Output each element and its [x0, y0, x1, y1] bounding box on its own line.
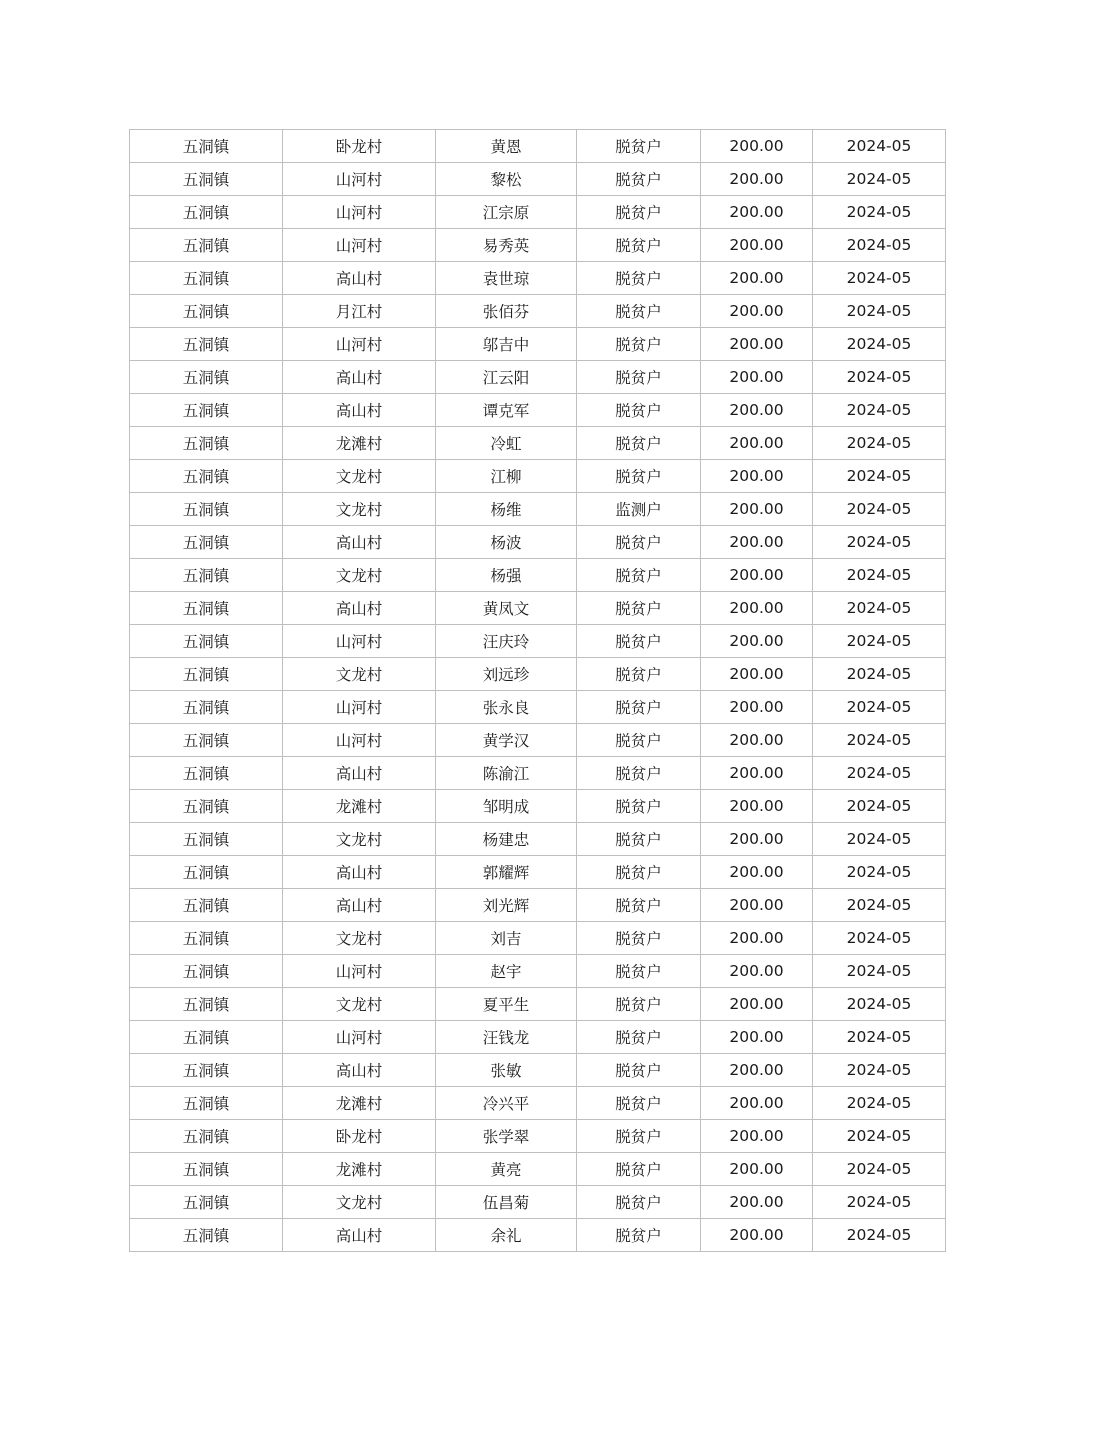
month-cell: 2024-05 — [813, 856, 946, 889]
name-cell: 刘远珍 — [436, 658, 577, 691]
month-cell: 2024-05 — [813, 955, 946, 988]
amount-cell: 200.00 — [701, 493, 813, 526]
name-cell: 刘光辉 — [436, 889, 577, 922]
village-cell: 文龙村 — [283, 1186, 436, 1219]
village-cell: 山河村 — [283, 625, 436, 658]
amount-cell: 200.00 — [701, 955, 813, 988]
table-row — [130, 1120, 946, 1153]
table-row — [130, 856, 946, 889]
month-cell: 2024-05 — [813, 1186, 946, 1219]
household-type-cell: 脱贫户 — [577, 295, 701, 328]
town-cell: 五洞镇 — [130, 394, 283, 427]
table-row — [130, 493, 946, 526]
village-cell: 月江村 — [283, 295, 436, 328]
village-cell: 山河村 — [283, 328, 436, 361]
month-cell: 2024-05 — [813, 394, 946, 427]
household-type-cell: 脱贫户 — [577, 1087, 701, 1120]
household-type-cell: 脱贫户 — [577, 955, 701, 988]
household-type-cell: 脱贫户 — [577, 988, 701, 1021]
village-cell: 文龙村 — [283, 823, 436, 856]
town-cell: 五洞镇 — [130, 295, 283, 328]
village-cell: 高山村 — [283, 361, 436, 394]
month-cell: 2024-05 — [813, 559, 946, 592]
table-row — [130, 1087, 946, 1120]
village-cell: 高山村 — [283, 757, 436, 790]
household-type-cell: 脱贫户 — [577, 1186, 701, 1219]
table-row — [130, 988, 946, 1021]
town-cell: 五洞镇 — [130, 427, 283, 460]
amount-cell: 200.00 — [701, 262, 813, 295]
village-cell: 文龙村 — [283, 922, 436, 955]
month-cell: 2024-05 — [813, 790, 946, 823]
name-cell: 郭耀辉 — [436, 856, 577, 889]
village-cell: 高山村 — [283, 1054, 436, 1087]
month-cell: 2024-05 — [813, 823, 946, 856]
village-cell: 高山村 — [283, 889, 436, 922]
month-cell: 2024-05 — [813, 163, 946, 196]
town-cell: 五洞镇 — [130, 1021, 283, 1054]
month-cell: 2024-05 — [813, 988, 946, 1021]
household-type-cell: 脱贫户 — [577, 130, 701, 163]
table-row — [130, 262, 946, 295]
town-cell: 五洞镇 — [130, 856, 283, 889]
household-type-cell: 脱贫户 — [577, 790, 701, 823]
amount-cell: 200.00 — [701, 163, 813, 196]
town-cell: 五洞镇 — [130, 1087, 283, 1120]
month-cell: 2024-05 — [813, 493, 946, 526]
amount-cell: 200.00 — [701, 1054, 813, 1087]
amount-cell: 200.00 — [701, 526, 813, 559]
amount-cell: 200.00 — [701, 460, 813, 493]
name-cell: 江云阳 — [436, 361, 577, 394]
name-cell: 冷虹 — [436, 427, 577, 460]
name-cell: 黄恩 — [436, 130, 577, 163]
village-cell: 文龙村 — [283, 559, 436, 592]
name-cell: 刘吉 — [436, 922, 577, 955]
village-cell: 高山村 — [283, 394, 436, 427]
household-type-cell: 脱贫户 — [577, 724, 701, 757]
amount-cell: 200.00 — [701, 823, 813, 856]
household-type-cell: 脱贫户 — [577, 460, 701, 493]
village-cell: 文龙村 — [283, 658, 436, 691]
village-cell: 龙滩村 — [283, 1087, 436, 1120]
amount-cell: 200.00 — [701, 757, 813, 790]
household-type-cell: 脱贫户 — [577, 559, 701, 592]
table-row — [130, 955, 946, 988]
table-row — [130, 625, 946, 658]
amount-cell: 200.00 — [701, 394, 813, 427]
table-row — [130, 922, 946, 955]
town-cell: 五洞镇 — [130, 823, 283, 856]
town-cell: 五洞镇 — [130, 196, 283, 229]
town-cell: 五洞镇 — [130, 1054, 283, 1087]
town-cell: 五洞镇 — [130, 328, 283, 361]
household-type-cell: 脱贫户 — [577, 691, 701, 724]
name-cell: 谭克军 — [436, 394, 577, 427]
village-cell: 龙滩村 — [283, 1153, 436, 1186]
table-row — [130, 658, 946, 691]
month-cell: 2024-05 — [813, 526, 946, 559]
household-type-cell: 脱贫户 — [577, 1054, 701, 1087]
town-cell: 五洞镇 — [130, 757, 283, 790]
month-cell: 2024-05 — [813, 922, 946, 955]
amount-cell: 200.00 — [701, 691, 813, 724]
village-cell: 山河村 — [283, 724, 436, 757]
name-cell: 汪钱龙 — [436, 1021, 577, 1054]
amount-cell: 200.00 — [701, 592, 813, 625]
table-row — [130, 1186, 946, 1219]
month-cell: 2024-05 — [813, 1087, 946, 1120]
town-cell: 五洞镇 — [130, 889, 283, 922]
household-type-cell: 脱贫户 — [577, 592, 701, 625]
month-cell: 2024-05 — [813, 427, 946, 460]
table-row — [130, 592, 946, 625]
town-cell: 五洞镇 — [130, 922, 283, 955]
name-cell: 黎松 — [436, 163, 577, 196]
name-cell: 张永良 — [436, 691, 577, 724]
household-type-cell: 脱贫户 — [577, 1153, 701, 1186]
name-cell: 江宗原 — [436, 196, 577, 229]
month-cell: 2024-05 — [813, 196, 946, 229]
name-cell: 余礼 — [436, 1219, 577, 1252]
household-type-cell: 脱贫户 — [577, 196, 701, 229]
amount-cell: 200.00 — [701, 1219, 813, 1252]
month-cell: 2024-05 — [813, 361, 946, 394]
village-cell: 文龙村 — [283, 460, 436, 493]
table-row — [130, 790, 946, 823]
town-cell: 五洞镇 — [130, 1219, 283, 1252]
town-cell: 五洞镇 — [130, 262, 283, 295]
month-cell: 2024-05 — [813, 262, 946, 295]
month-cell: 2024-05 — [813, 724, 946, 757]
amount-cell: 200.00 — [701, 559, 813, 592]
name-cell: 杨维 — [436, 493, 577, 526]
town-cell: 五洞镇 — [130, 526, 283, 559]
household-type-cell: 脱贫户 — [577, 823, 701, 856]
town-cell: 五洞镇 — [130, 790, 283, 823]
village-cell: 山河村 — [283, 229, 436, 262]
village-cell: 高山村 — [283, 526, 436, 559]
table-row — [130, 460, 946, 493]
month-cell: 2024-05 — [813, 229, 946, 262]
household-type-cell: 脱贫户 — [577, 922, 701, 955]
table-row — [130, 691, 946, 724]
month-cell: 2024-05 — [813, 1054, 946, 1087]
village-cell: 龙滩村 — [283, 790, 436, 823]
name-cell: 黄亮 — [436, 1153, 577, 1186]
table-row — [130, 1219, 946, 1252]
table-row — [130, 328, 946, 361]
town-cell: 五洞镇 — [130, 988, 283, 1021]
table-row — [130, 559, 946, 592]
month-cell: 2024-05 — [813, 1120, 946, 1153]
name-cell: 杨建忠 — [436, 823, 577, 856]
name-cell: 杨强 — [436, 559, 577, 592]
name-cell: 张佰芬 — [436, 295, 577, 328]
household-type-cell: 脱贫户 — [577, 1021, 701, 1054]
table-row — [130, 1021, 946, 1054]
table-row — [130, 229, 946, 262]
name-cell: 张敏 — [436, 1054, 577, 1087]
table-row — [130, 889, 946, 922]
town-cell: 五洞镇 — [130, 592, 283, 625]
amount-cell: 200.00 — [701, 1087, 813, 1120]
table-row — [130, 130, 946, 163]
month-cell: 2024-05 — [813, 889, 946, 922]
village-cell: 山河村 — [283, 955, 436, 988]
amount-cell: 200.00 — [701, 427, 813, 460]
month-cell: 2024-05 — [813, 295, 946, 328]
amount-cell: 200.00 — [701, 790, 813, 823]
amount-cell: 200.00 — [701, 130, 813, 163]
village-cell: 高山村 — [283, 592, 436, 625]
town-cell: 五洞镇 — [130, 559, 283, 592]
table-row — [130, 526, 946, 559]
name-cell: 汪庆玲 — [436, 625, 577, 658]
amount-cell: 200.00 — [701, 856, 813, 889]
name-cell: 黄学汉 — [436, 724, 577, 757]
table-row — [130, 757, 946, 790]
name-cell: 杨波 — [436, 526, 577, 559]
month-cell: 2024-05 — [813, 328, 946, 361]
amount-cell: 200.00 — [701, 1153, 813, 1186]
village-cell: 高山村 — [283, 856, 436, 889]
village-cell: 山河村 — [283, 163, 436, 196]
household-type-cell: 脱贫户 — [577, 856, 701, 889]
household-type-cell: 脱贫户 — [577, 625, 701, 658]
village-cell: 高山村 — [283, 1219, 436, 1252]
amount-cell: 200.00 — [701, 658, 813, 691]
village-cell: 卧龙村 — [283, 130, 436, 163]
table-row — [130, 1054, 946, 1087]
household-type-cell: 脱贫户 — [577, 757, 701, 790]
amount-cell: 200.00 — [701, 328, 813, 361]
village-cell: 文龙村 — [283, 493, 436, 526]
name-cell: 陈渝江 — [436, 757, 577, 790]
town-cell: 五洞镇 — [130, 493, 283, 526]
amount-cell: 200.00 — [701, 229, 813, 262]
town-cell: 五洞镇 — [130, 460, 283, 493]
month-cell: 2024-05 — [813, 1153, 946, 1186]
household-type-cell: 脱贫户 — [577, 526, 701, 559]
household-type-cell: 脱贫户 — [577, 1120, 701, 1153]
household-type-cell: 脱贫户 — [577, 328, 701, 361]
household-type-cell: 脱贫户 — [577, 394, 701, 427]
amount-cell: 200.00 — [701, 724, 813, 757]
table-row — [130, 1153, 946, 1186]
table-row — [130, 427, 946, 460]
household-type-cell: 脱贫户 — [577, 262, 701, 295]
household-type-cell: 脱贫户 — [577, 1219, 701, 1252]
household-type-cell: 脱贫户 — [577, 889, 701, 922]
household-type-cell: 脱贫户 — [577, 361, 701, 394]
name-cell: 江柳 — [436, 460, 577, 493]
records-table-body — [130, 130, 946, 1252]
village-cell: 文龙村 — [283, 988, 436, 1021]
town-cell: 五洞镇 — [130, 691, 283, 724]
amount-cell: 200.00 — [701, 295, 813, 328]
month-cell: 2024-05 — [813, 460, 946, 493]
village-cell: 高山村 — [283, 262, 436, 295]
amount-cell: 200.00 — [701, 1021, 813, 1054]
town-cell: 五洞镇 — [130, 130, 283, 163]
name-cell: 邹明成 — [436, 790, 577, 823]
name-cell: 夏平生 — [436, 988, 577, 1021]
amount-cell: 200.00 — [701, 361, 813, 394]
name-cell: 袁世琼 — [436, 262, 577, 295]
town-cell: 五洞镇 — [130, 229, 283, 262]
table-row — [130, 196, 946, 229]
village-cell: 山河村 — [283, 691, 436, 724]
village-cell: 龙滩村 — [283, 427, 436, 460]
town-cell: 五洞镇 — [130, 163, 283, 196]
name-cell: 冷兴平 — [436, 1087, 577, 1120]
name-cell: 黄凤文 — [436, 592, 577, 625]
amount-cell: 200.00 — [701, 889, 813, 922]
town-cell: 五洞镇 — [130, 1153, 283, 1186]
village-cell: 卧龙村 — [283, 1120, 436, 1153]
household-type-cell: 脱贫户 — [577, 163, 701, 196]
household-type-cell: 脱贫户 — [577, 427, 701, 460]
town-cell: 五洞镇 — [130, 658, 283, 691]
month-cell: 2024-05 — [813, 757, 946, 790]
name-cell: 邬吉中 — [436, 328, 577, 361]
table-row — [130, 361, 946, 394]
town-cell: 五洞镇 — [130, 1120, 283, 1153]
name-cell: 易秀英 — [436, 229, 577, 262]
amount-cell: 200.00 — [701, 922, 813, 955]
household-type-cell: 脱贫户 — [577, 658, 701, 691]
month-cell: 2024-05 — [813, 658, 946, 691]
name-cell: 赵宇 — [436, 955, 577, 988]
month-cell: 2024-05 — [813, 130, 946, 163]
town-cell: 五洞镇 — [130, 724, 283, 757]
village-cell: 山河村 — [283, 1021, 436, 1054]
month-cell: 2024-05 — [813, 1021, 946, 1054]
amount-cell: 200.00 — [701, 625, 813, 658]
town-cell: 五洞镇 — [130, 1186, 283, 1219]
town-cell: 五洞镇 — [130, 361, 283, 394]
name-cell: 伍昌菊 — [436, 1186, 577, 1219]
table-row — [130, 295, 946, 328]
village-cell: 山河村 — [283, 196, 436, 229]
month-cell: 2024-05 — [813, 691, 946, 724]
table-row — [130, 163, 946, 196]
month-cell: 2024-05 — [813, 625, 946, 658]
amount-cell: 200.00 — [701, 1186, 813, 1219]
month-cell: 2024-05 — [813, 1219, 946, 1252]
table-row — [130, 823, 946, 856]
household-type-cell: 脱贫户 — [577, 229, 701, 262]
table-row — [130, 394, 946, 427]
name-cell: 张学翠 — [436, 1120, 577, 1153]
amount-cell: 200.00 — [701, 988, 813, 1021]
amount-cell: 200.00 — [701, 196, 813, 229]
household-type-cell: 监测户 — [577, 493, 701, 526]
amount-cell: 200.00 — [701, 1120, 813, 1153]
month-cell: 2024-05 — [813, 592, 946, 625]
records-table — [129, 129, 946, 1252]
town-cell: 五洞镇 — [130, 955, 283, 988]
table-row — [130, 724, 946, 757]
town-cell: 五洞镇 — [130, 625, 283, 658]
